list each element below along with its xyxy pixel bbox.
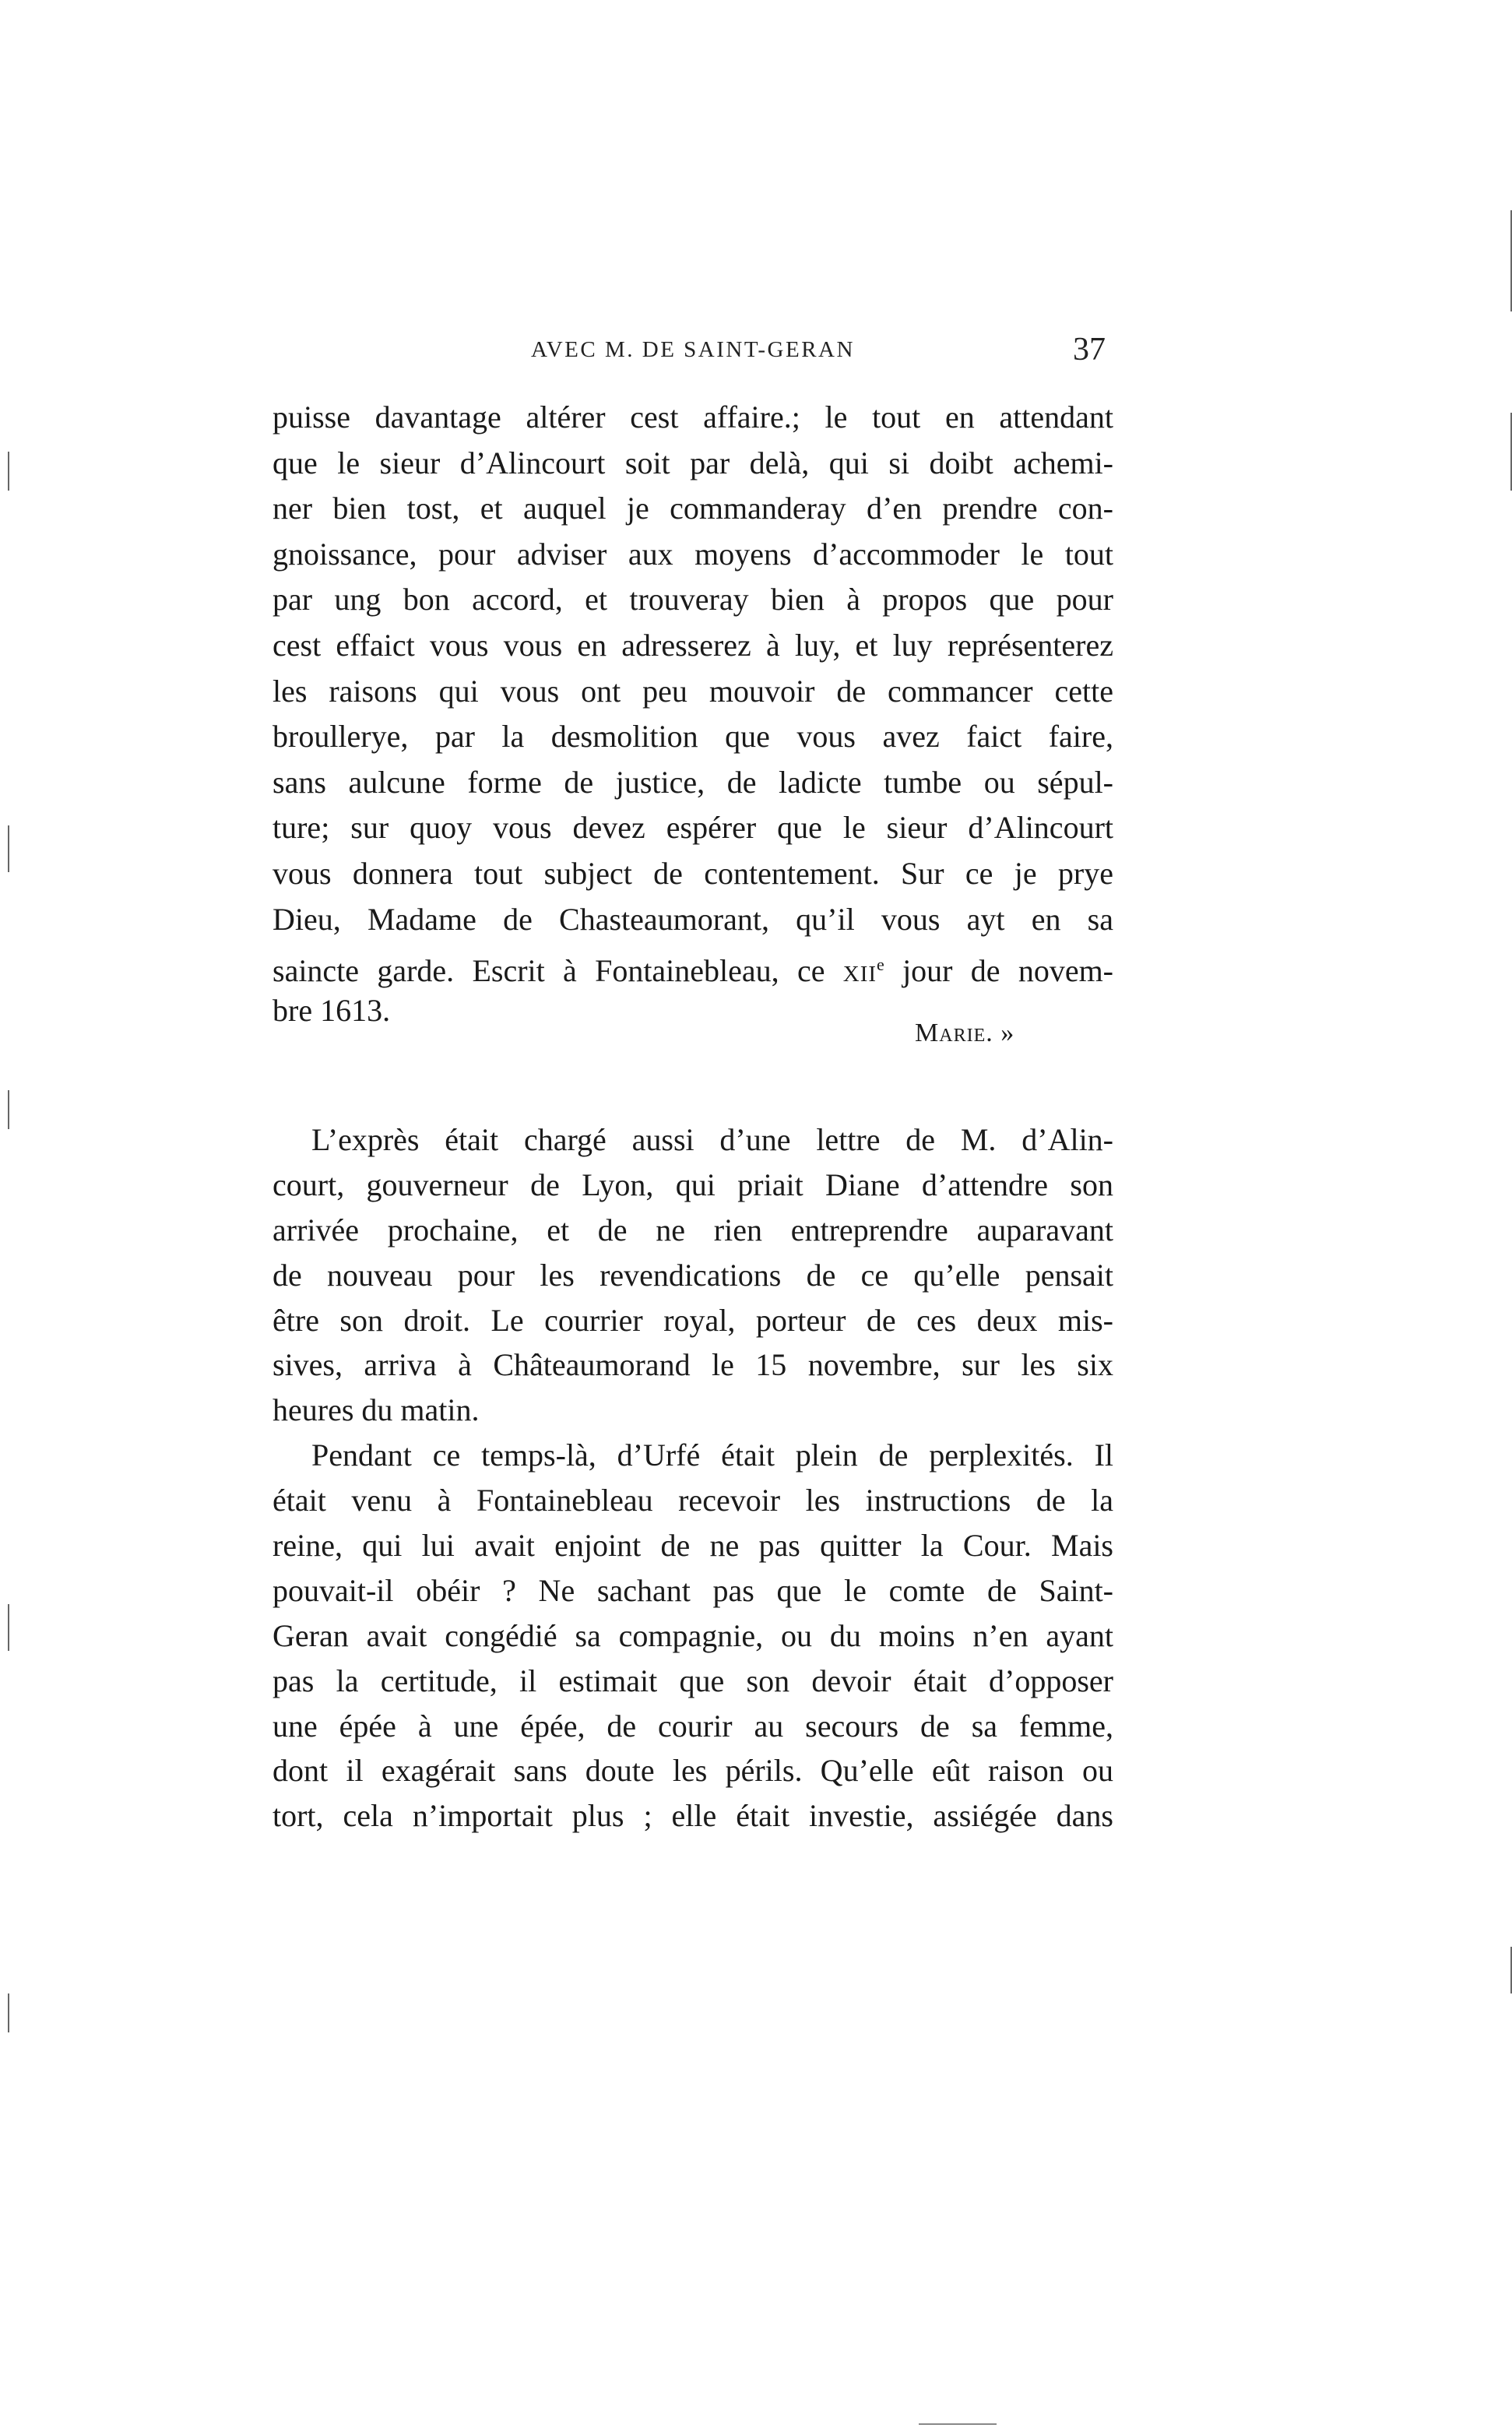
text-line: Dieu, Madame de Chasteaumorant, qu’il vous ayt en sa bbox=[273, 901, 1113, 937]
text-line: pas la certitude, il estimait que son devoir était d’opposer bbox=[273, 1663, 1113, 1698]
scan-edge-mark bbox=[8, 1604, 9, 1651]
text-line: de nouveau pour les revendications de ce qu’elle pensait bbox=[273, 1257, 1113, 1293]
signature: Marie. » bbox=[915, 1019, 1015, 1047]
scan-edge-mark bbox=[8, 825, 9, 872]
superscript: e bbox=[877, 955, 884, 975]
text-line: pouvait-il obéir ? Ne sachant pas que le comte de Saint- bbox=[273, 1572, 1113, 1608]
text-line: heures du matin. bbox=[273, 1392, 480, 1428]
page-number: 37 bbox=[1073, 332, 1106, 368]
text-line: sans aulcune forme de justice, de ladicte tumbe ou sépul- bbox=[273, 764, 1113, 800]
text-line: puisse davantage altérer cest affaire.; le tout en attendant bbox=[273, 399, 1113, 435]
text-line: gnoissance, pour adviser aux moyens d’accommoder le tout bbox=[273, 536, 1113, 572]
scan-edge-mark bbox=[8, 452, 9, 491]
text-line: les raisons qui vous ont peu mouvoir de commancer cette bbox=[273, 673, 1113, 709]
text-line: ture; sur quoy vous devez espérer que le sieur d’Alincourt bbox=[273, 810, 1113, 846]
roman-numeral: XII bbox=[842, 962, 877, 987]
text-line: était venu à Fontainebleau recevoir les instructions de la bbox=[273, 1483, 1113, 1518]
text-line: arrivée prochaine, et de ne rien entreprendre auparavant bbox=[273, 1212, 1113, 1247]
text-line: être son droit. Le courrier royal, porteur de ces deux mis- bbox=[273, 1302, 1113, 1338]
letter-text bbox=[273, 395, 1113, 1033]
text-line: dont il exagérait sans doute les périls. Qu’elle eût raison ou bbox=[273, 1753, 1113, 1789]
scan-edge-mark bbox=[919, 2423, 997, 2425]
text-line: par ung bon accord, et trouveray bien à propos que pour bbox=[273, 582, 1113, 618]
text-line: Geran avait congédié sa compagnie, ou du moins n’en ayant bbox=[273, 1617, 1113, 1653]
text-line: L’exprès était chargé aussi d’une lettre de M. d’Alin- bbox=[311, 1122, 1113, 1157]
text-line: sives, arriva à Châteaumorand le 15 novembre, sur les six bbox=[273, 1347, 1113, 1383]
scan-edge-mark bbox=[8, 1090, 9, 1129]
text-line: court, gouverneur de Lyon, qui priait Diane d’attendre son bbox=[273, 1166, 1113, 1202]
text-line: une épée à une épée, de courir au secours de sa femme, bbox=[273, 1708, 1113, 1744]
running-head-title: AVEC M. DE SAINT-GERAN bbox=[531, 337, 855, 362]
body-text bbox=[273, 1117, 1113, 1839]
running-head bbox=[273, 331, 1113, 370]
text-line: ner bien tost, et auquel je commanderay d’en prendre con- bbox=[273, 491, 1113, 526]
text-line: vous donnera tout subject de contentement. Sur ce je prye bbox=[273, 855, 1113, 891]
scan-edge-mark bbox=[8, 1993, 9, 2032]
text-line: tort, cela n’importait plus ; elle était investie, assiégée dans bbox=[273, 1798, 1113, 1834]
text-line: Pendant ce temps-là, d’Urfé était plein de perplexités. Il bbox=[311, 1437, 1113, 1473]
text-line bbox=[273, 942, 1113, 988]
text-fragment: saincte garde. Escrit à Fontainebleau, ce bbox=[273, 953, 843, 988]
text-line: reine, qui lui avait enjoint de ne pas quitter la Cour. Mais bbox=[273, 1528, 1113, 1564]
text-line: bre 1613. bbox=[273, 992, 391, 1028]
text-line: broullerye, par la desmolition que vous avez faict faire, bbox=[273, 719, 1113, 755]
text-fragment: jour de novem- bbox=[884, 953, 1113, 988]
text-line: cest effaict vous vous en adresserez à luy, et luy représenterez bbox=[273, 627, 1113, 663]
text-line: que le sieur d’Alincourt soit par delà, qui si doibt achemi- bbox=[273, 445, 1113, 480]
